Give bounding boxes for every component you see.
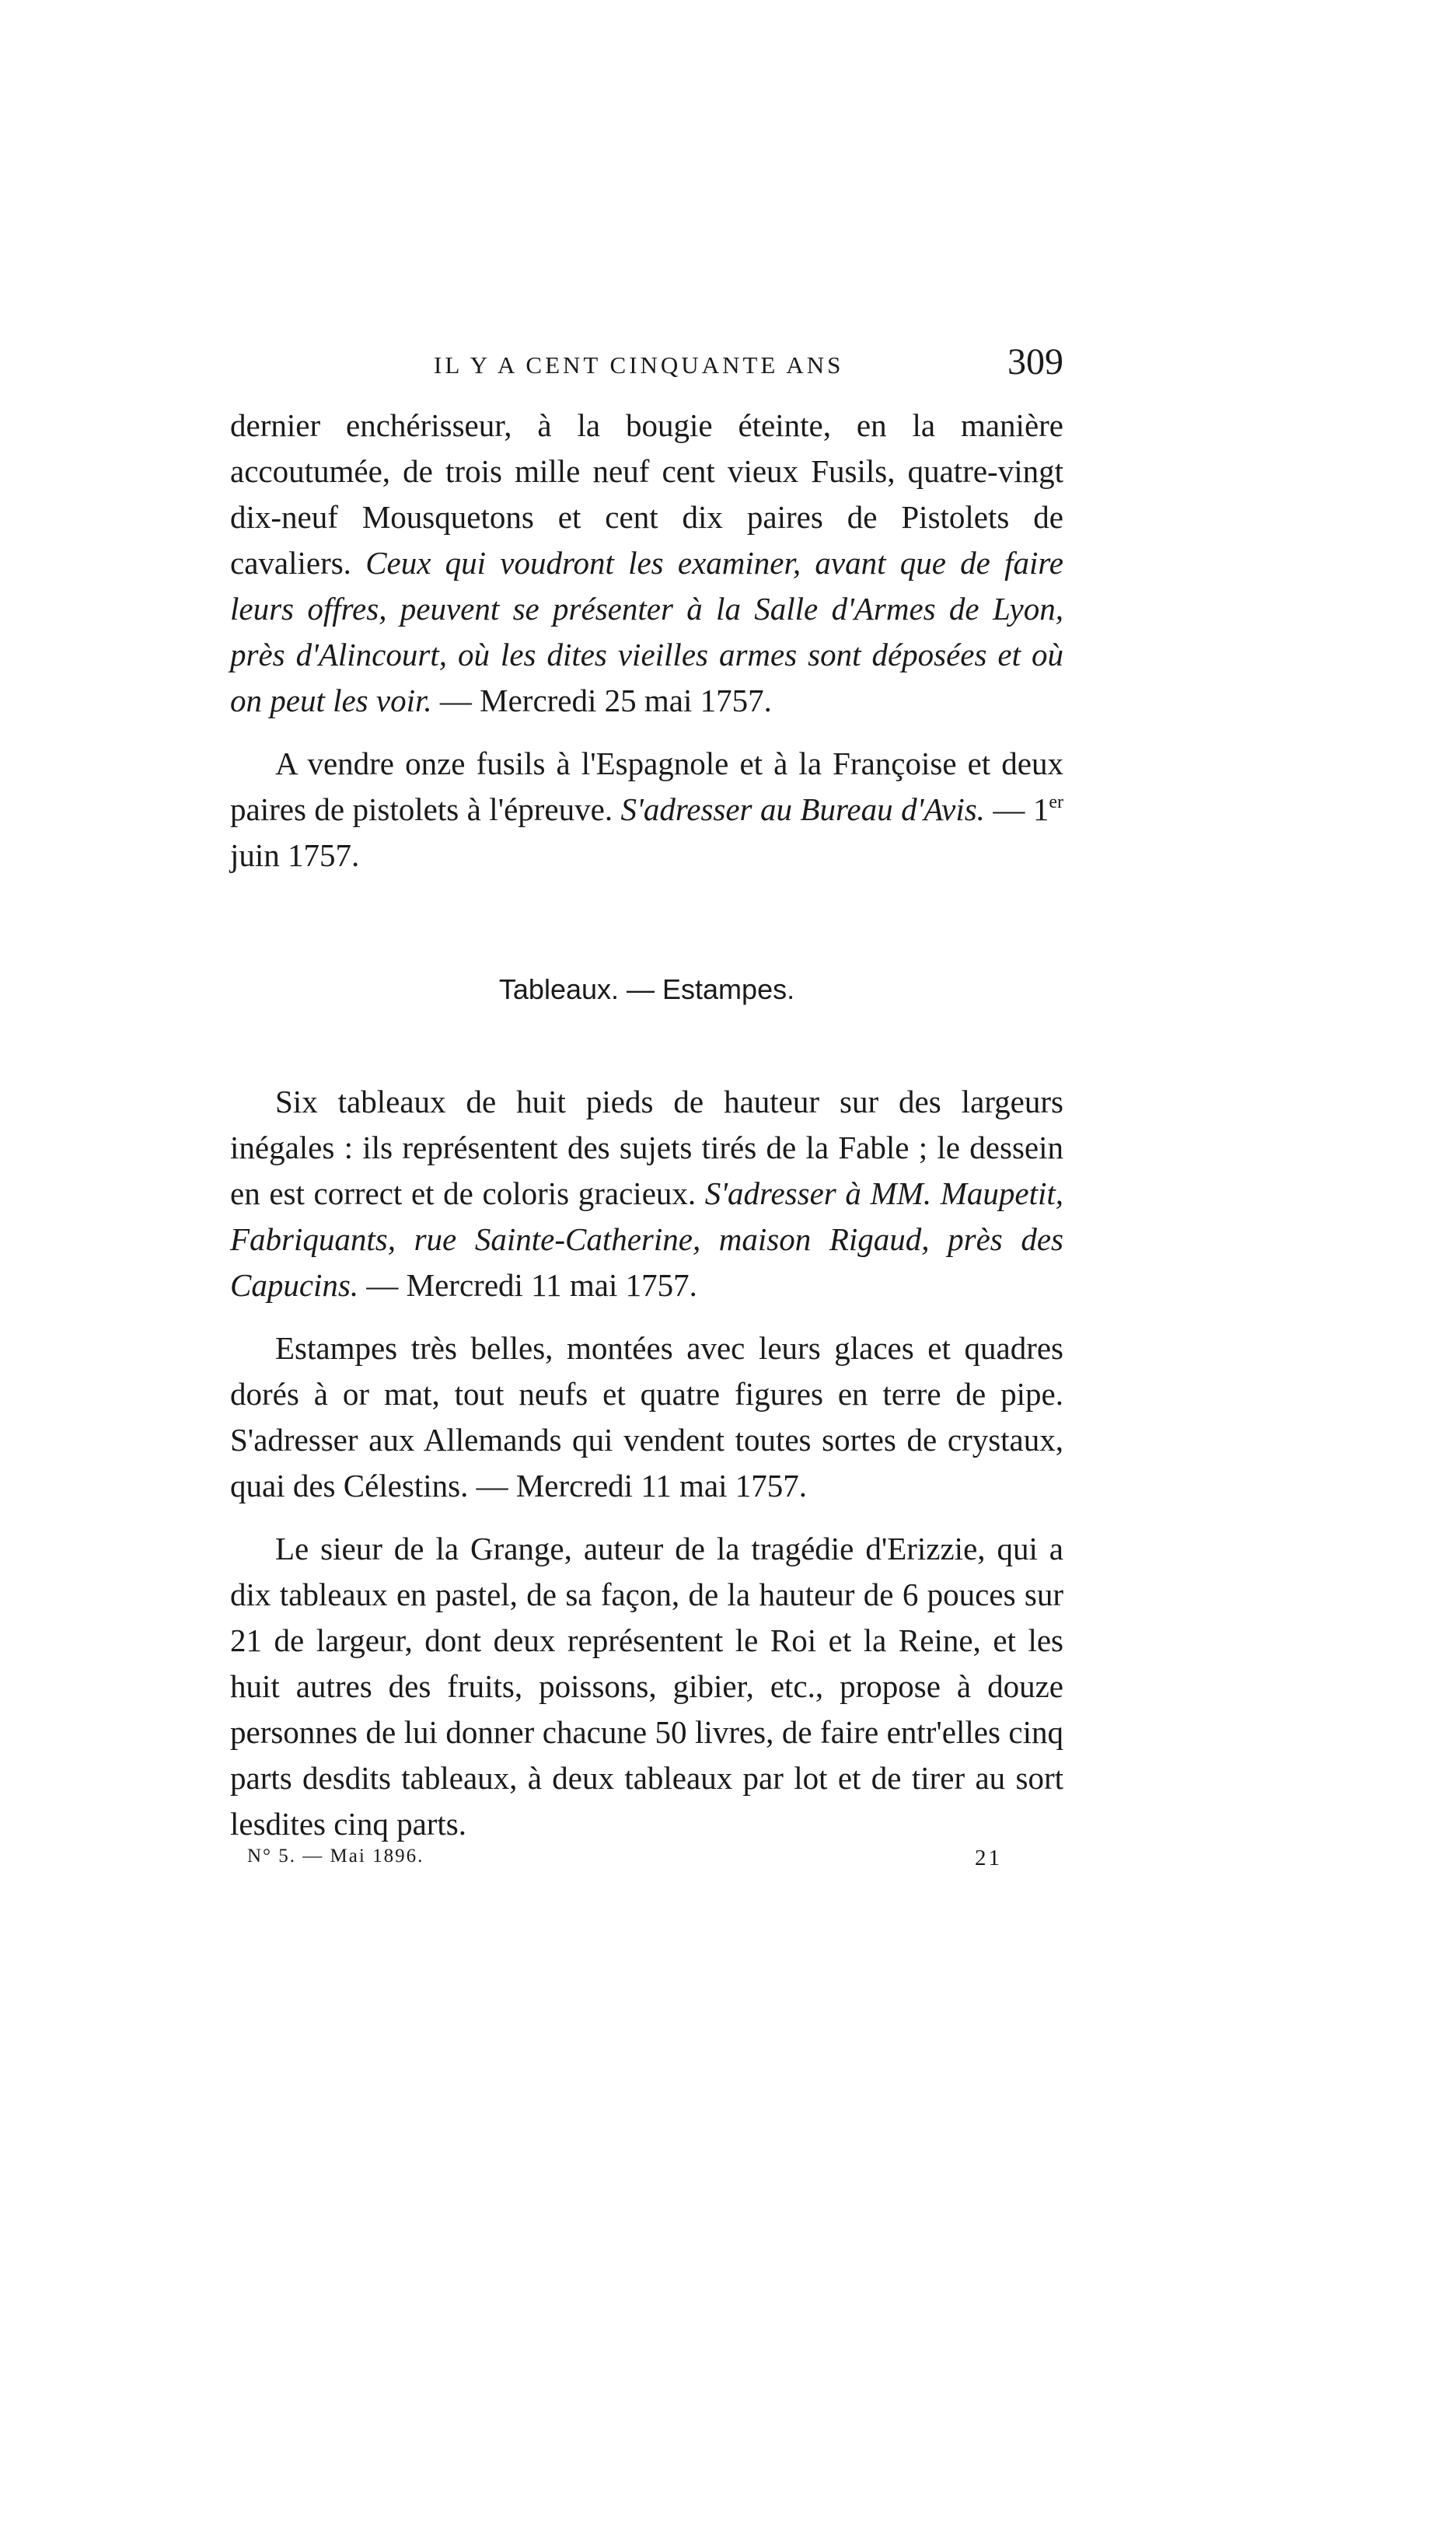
page-number: 309 xyxy=(1007,341,1063,382)
running-title: IL Y A CENT CINQUANTE ANS xyxy=(434,351,844,379)
ordinal-superscript: er xyxy=(1049,792,1063,812)
paragraph-old-firearms-sale xyxy=(230,403,1063,724)
paragraph-prints: Estampes très belles, montées avec leurs glaces et quadres dorés à or mat, tout neufs et quatre figures en terre de pipe. S'adresser aux Allemands qui vendent toutes sortes de crystaux, quai des Célestins. — Mercredi 11 mai 1757. xyxy=(230,1330,1063,1503)
paragraph-spanish-rifles xyxy=(230,741,1063,878)
paragraph-pastels: Le sieur de la Grange, auteur de la tragédie d'Erizzie, qui a dix tableaux en pastel, de sa façon, de la hauteur de 6 pouces sur 21 de largeur, dont deux représentent le Roi et la Reine, et les huit autres des fruits, poissons, gibier, etc., propose à douze personnes de lui donner chacune 50 livres, de faire entr'elles cinq parts desdits tableaux, à deux tableaux par lot et de tirer au sort lesdites cinq parts. xyxy=(230,1531,1063,1842)
page-footer xyxy=(230,1846,1063,1877)
paragraph-date: — Mercredi 25 mai 1757. xyxy=(431,683,772,718)
issue-line: N° 5. — Mai 1896. xyxy=(247,1846,424,1867)
paragraph-italic-text: Ceux qui voudront les examiner, avant que de faire leurs offres, peuvent se présenter à la Salle d'Armes de Lyon, près d'Alincourt, où les dites vieilles armes sont déposées et où on peut les voir. xyxy=(230,545,1063,718)
paragraph-text: dernier enchérisseur, à la bougie éteinte, en la manière accoutumée, de trois mille neuf cent vieux Fusils, quatre-vingt dix-neuf Mousquetons et cent dix paires de Pistolets de cavaliers. xyxy=(230,407,1063,581)
paragraph-six-paintings xyxy=(230,1079,1063,1308)
paragraph-text: Six tableaux de huit pieds de hauteur sur des largeurs inégales : ils représentent des sujets tirés de la Fable ; le dessein en est correct et de coloris gracieux. xyxy=(230,1084,1063,1211)
paragraph-date-rest: juin 1757. xyxy=(230,837,360,873)
section-weapons xyxy=(230,403,1063,878)
signature-mark: 21 xyxy=(975,1846,1002,1870)
paragraph-text: A vendre onze fusils à l'Espagnole et à la Françoise et deux paires de pistolets à l'épreuve. xyxy=(230,746,1063,827)
paragraph-date: — Mercredi 11 mai 1757. xyxy=(358,1267,697,1303)
section-paintings xyxy=(230,1079,1063,1847)
paragraph-italic-text: S'adresser à MM. Maupetit, Fabriquants, rue Sainte-Catherine, maison Rigaud, près des Capucins. xyxy=(230,1175,1063,1303)
paragraph-date: — 1 xyxy=(984,791,1049,827)
paragraph-italic-text: S'adresser au Bureau d'Avis. xyxy=(620,791,985,827)
section-heading: Tableaux. — Estampes. xyxy=(498,973,795,1005)
running-head xyxy=(230,341,1063,387)
